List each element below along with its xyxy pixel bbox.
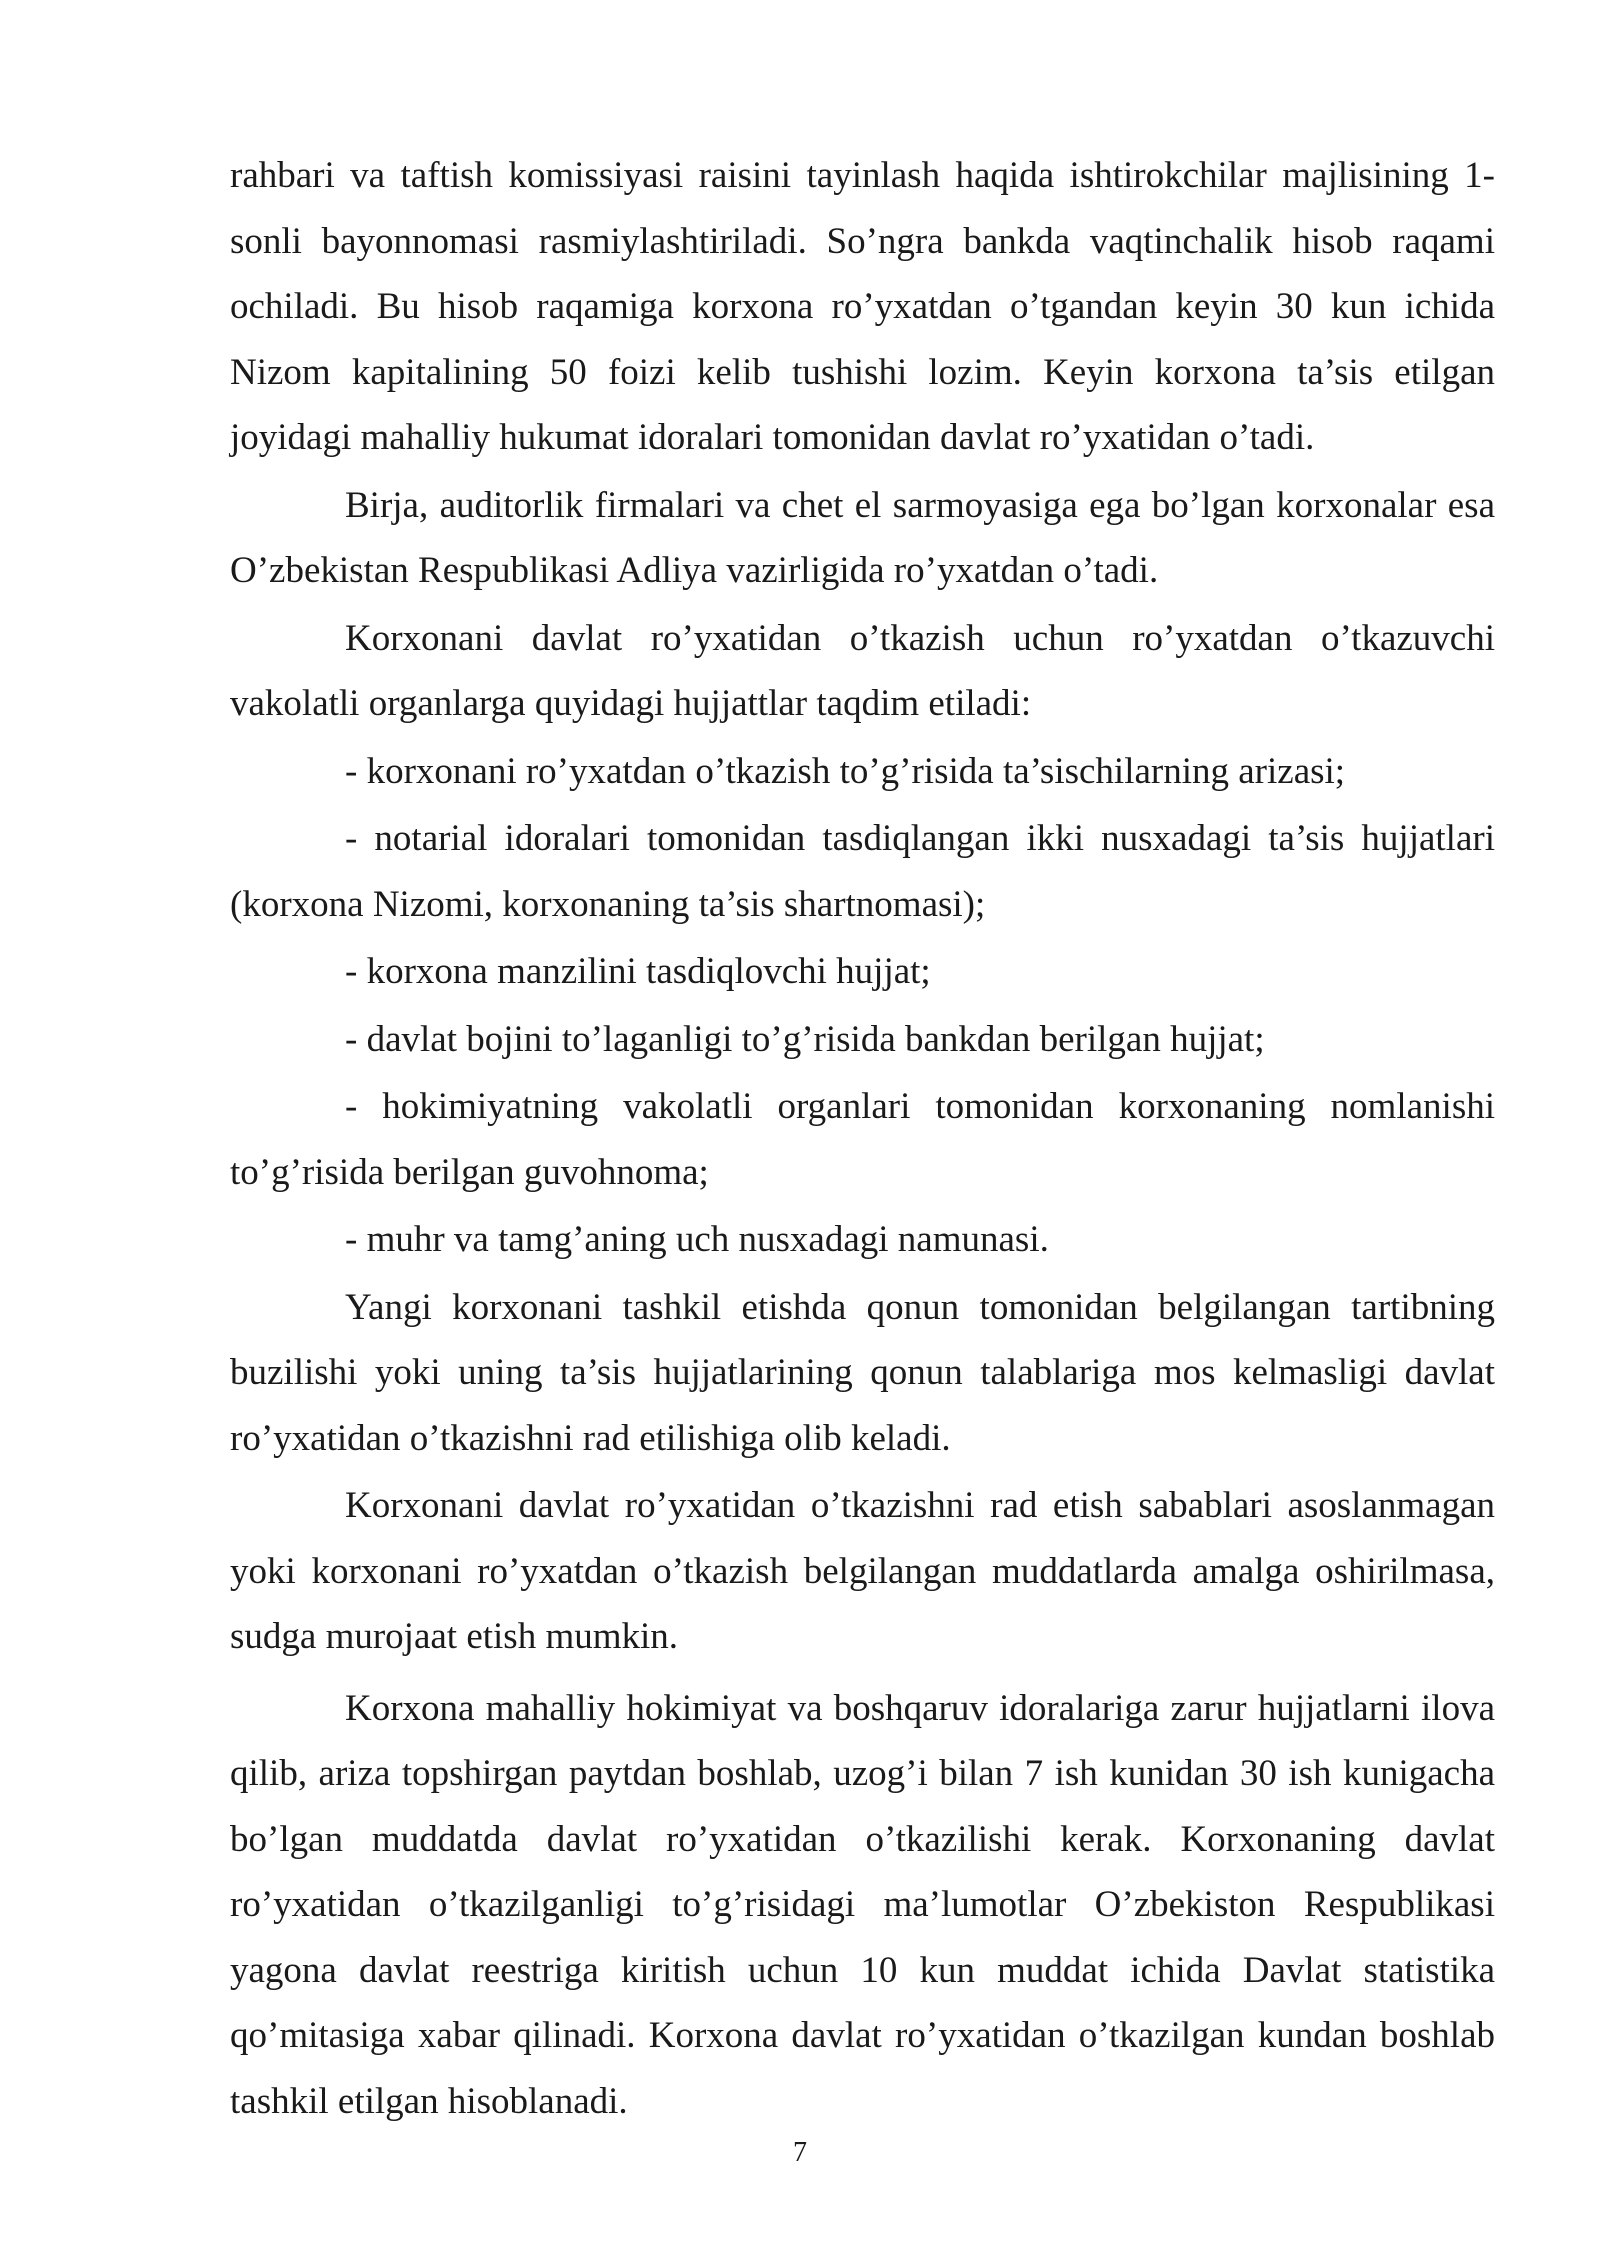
paragraph-appeal-to-court: Korxonani davlat ro’yxatidan o’tkazishni rad etish sabablari asoslanmagan yoki korxonani ro’yxatdan o’tkazish belgilangan muddatlarda amalga oshirilmasa, sudga murojaat etish mumkin. bbox=[230, 1485, 1495, 1657]
paragraph-violation-consequence: Yangi korxonani tashkil etishda qonun tomonidan belgilangan tartibning buzilishi yoki uning ta’sis hujjatlarining qonun talablariga mos kelmasligi davlat ro’yxatidan o’tkazishni rad etilishiga olib keladi. bbox=[230, 1286, 1495, 1459]
paragraph-required-documents-intro: Korxonani davlat ro’yxatidan o’tkazish uchun ro’yxatdan o’tkazuvchi vakolatli organlarga quyidagi hujjattlar taqdim etiladi: bbox=[230, 617, 1495, 724]
page-number: 7 bbox=[793, 2137, 807, 2168]
paragraph-registration-timeline: Korxona mahalliy hokimiyat va boshqaruv idoralariga zarur hujjatlarni ilova qilib, ariza topshirgan paytdan boshlab, uzog’i bilan 7 ish kunidan 30 ish kunigacha bo’lgan muddatda davlat ro’yxatidan o’tkazilishi kerak. Korxonaning davlat ro’yxatidan o’tkazilganligi to’g’risidagi ma’lumotlar O’zbekiston Respublikasi yagona davlat reestriga kiritish uchun 10 kun muddat ichida Davlat statistika qo’mitasiga xabar qilinadi. Korxona davlat ro’yxatidan o’tkazilgan kundan boshlab tashkil etilgan hisoblanadi. bbox=[230, 1687, 1495, 2122]
list-item-address-document: - korxona manzilini tasdiqlovchi hujjat; bbox=[345, 951, 931, 992]
list-item-naming-certificate: - hokimiyatning vakolatli organlari tomonidan korxonaning nomlanishi to’g’risida berilgan guvohnoma; bbox=[230, 1086, 1495, 1193]
list-item-state-fee-document: - davlat bojini to’laganligi to’g’risida bankdan berilgan hujjat; bbox=[345, 1018, 1265, 1060]
document-body bbox=[230, 143, 1495, 2134]
paragraph-birja: Birja, auditorlik firmalari va chet el sarmoyasiga ega bo’lgan korxonalar esa O’zbekistan Respublikasi Adliya vazirligida ro’yxatdan o’tadi. bbox=[230, 484, 1495, 591]
list-item-application: - korxonani ro’yxatdan o’tkazish to’g’risida ta’sischilarning arizasi; bbox=[345, 750, 1346, 792]
list-item-founding-documents: - notarial idoralari tomonidan tasdiqlangan ikki nusxadagi ta’sis hujjatlari (korxona Nizomi, korxonaning ta’sis shartnomasi); bbox=[230, 818, 1495, 925]
list-item-seal-samples: - muhr va tamg’aning uch nusxadagi namunasi. bbox=[345, 1219, 1049, 1260]
paragraph-continuation: rahbari va taftish komissiyasi raisini tayinlash haqida ishtirokchilar majlisining 1-sonli bayonnomasi rasmiylashtiriladi. So’ngra bankda vaqtinchalik hisob raqami ochiladi. Bu hisob raqamiga korxona ro’yxatdan o’tgandan keyin 30 kun ichida Nizom kapitalining 50 foizi kelib tushishi lozim. Keyin korxona ta’sis etilgan joyidagi mahalliy hukumat idoralari tomonidan davlat ro’yxatidan o’tadi. bbox=[230, 155, 1495, 458]
